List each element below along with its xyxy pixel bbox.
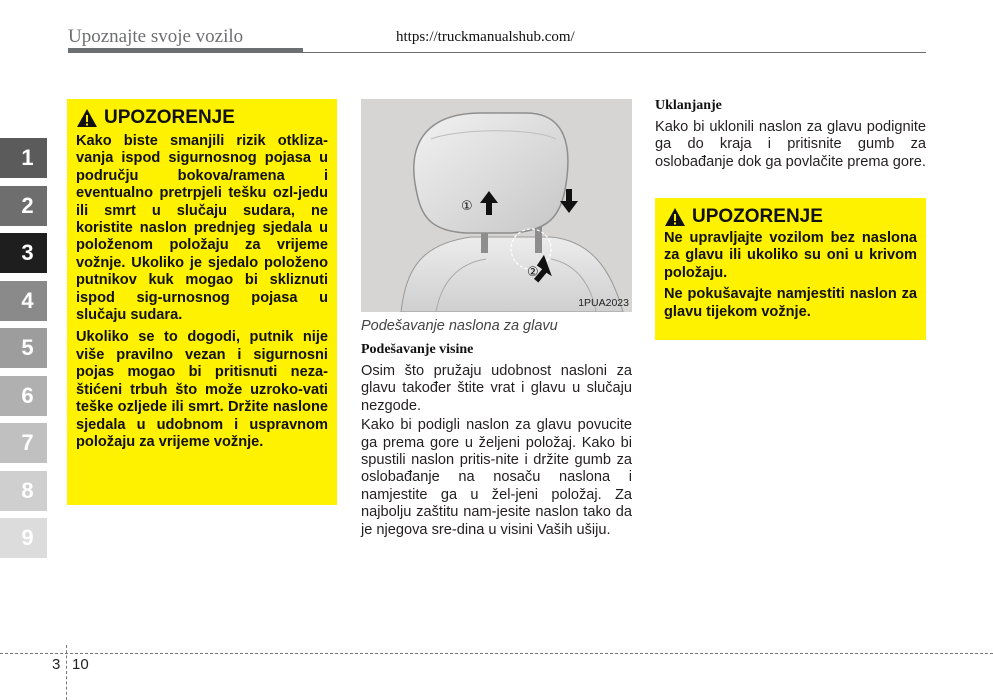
chapter-tab-5[interactable]: [0, 328, 47, 368]
warning-heading: [76, 107, 328, 129]
chapter-tab-label: 8: [21, 477, 34, 503]
chapter-tab-4[interactable]: [0, 281, 47, 321]
chapter-tab-label: 5: [21, 335, 34, 360]
warning-title: UPOZORENJE: [104, 107, 235, 128]
chapter-tab-label: 6: [21, 382, 34, 408]
subheading-removal: Uklanjanje: [655, 98, 722, 113]
warning-paragraph: Kako biste smanjili rizik otkliza-vanja ispod sigurnosnog pojasa u području bokova/ramena i eventualno pretrpjeli tešku ozl-jedu ili smrt u slučaju sudara, ne koristite naslon prednjeg sjedala u položenom položaju za vrijeme vožnje. Ukoliko je sjedalo položeno putnikov kuk mogao bi skliznuti ispod sig-urnosnog pojasa u slučaju sudara.: [76, 133, 328, 324]
body-text-removal: [655, 119, 926, 171]
footer-section-number: 3: [52, 656, 61, 673]
chapter-tab-6[interactable]: [0, 376, 47, 416]
section-title: Upoznajte svoje vozilo: [68, 26, 244, 47]
chapter-tab-label: 3: [21, 240, 34, 265]
warning-heading: [664, 206, 917, 228]
chapter-tab-label: 9: [21, 525, 34, 550]
figure-caption: Podešavanje naslona za glavu: [361, 318, 558, 334]
chapter-tab-2[interactable]: [0, 186, 47, 226]
body-paragraph: Kako bi uklonili naslon za glavu podignite ga do kraja i pritisnite gumb za oslobađanje dok ga povlačite prema gore.: [655, 119, 926, 170]
warning-title: UPOZORENJE: [692, 206, 823, 227]
warning-triangle-icon: [664, 207, 686, 227]
footer-rule: [0, 653, 993, 654]
chapter-tab-label: 2: [21, 192, 34, 218]
subheading-height-adjust: Podešavanje visine: [361, 342, 474, 357]
chapter-tab-label: 1: [21, 145, 34, 170]
chapter-tab-8[interactable]: [0, 471, 47, 511]
chapter-tab-9[interactable]: [0, 518, 47, 558]
chapter-tabs: [0, 138, 47, 566]
header-accent-bar: [68, 48, 303, 53]
body-text-height-adjust: [361, 363, 632, 539]
warning-box-seatback: [67, 99, 337, 505]
chapter-tab-1[interactable]: [0, 138, 47, 178]
body-paragraph: Osim što pružaju udobnost nasloni za glavu također štite vrat i glavu u slučaju nezgode.: [361, 363, 632, 414]
marker-2: ②: [527, 265, 539, 280]
warning-paragraph: Ne upravljajte vozilom bez naslona za glavu ili ukoliko su oni u krivom položaju.: [664, 230, 917, 281]
body-paragraph: Kako bi podigli naslon za glavu povucite ga prema gore u željeni položaj. Kako bi spustili naslon pritis-nite i držite gumb za oslobađanje na nosaču naslona i namjestite ga u žel-jeni položaj. Za najbolju zaštitu nam-jesite naslon tako da je njegova sre-dina u visini Vaših ušiju.: [361, 417, 632, 538]
chapter-tab-label: 4: [21, 287, 34, 313]
chapter-tab-3[interactable]: [0, 233, 47, 273]
figure-code: 1PUA2023: [578, 297, 629, 309]
chapter-tab-label: 7: [21, 430, 34, 455]
source-url[interactable]: https://truckmanualshub.com/: [396, 29, 575, 45]
warning-box-headrest: [655, 198, 926, 340]
chapter-tab-7[interactable]: [0, 423, 47, 463]
footer-page-number: 10: [72, 656, 89, 673]
headrest-drawing: [361, 99, 632, 312]
footer-divider: [66, 645, 67, 700]
marker-1: ①: [461, 199, 473, 214]
warning-triangle-icon: [76, 108, 98, 128]
warning-paragraph: Ne pokušavajte namjestiti naslon za glavu tijekom vožnje.: [664, 286, 917, 320]
headrest-illustration: [361, 99, 632, 312]
warning-paragraph: Ukoliko se to dogodi, putnik nije više pravilno vezan i sigurnosni pojas mogao bi pritisnuti neza-štićeni trbuh što može uzroko-vati teške ozljede ili smrt. Držite naslone sjedala u udobnom i uspravnom položaju za vrijeme vožnje.: [76, 329, 328, 450]
